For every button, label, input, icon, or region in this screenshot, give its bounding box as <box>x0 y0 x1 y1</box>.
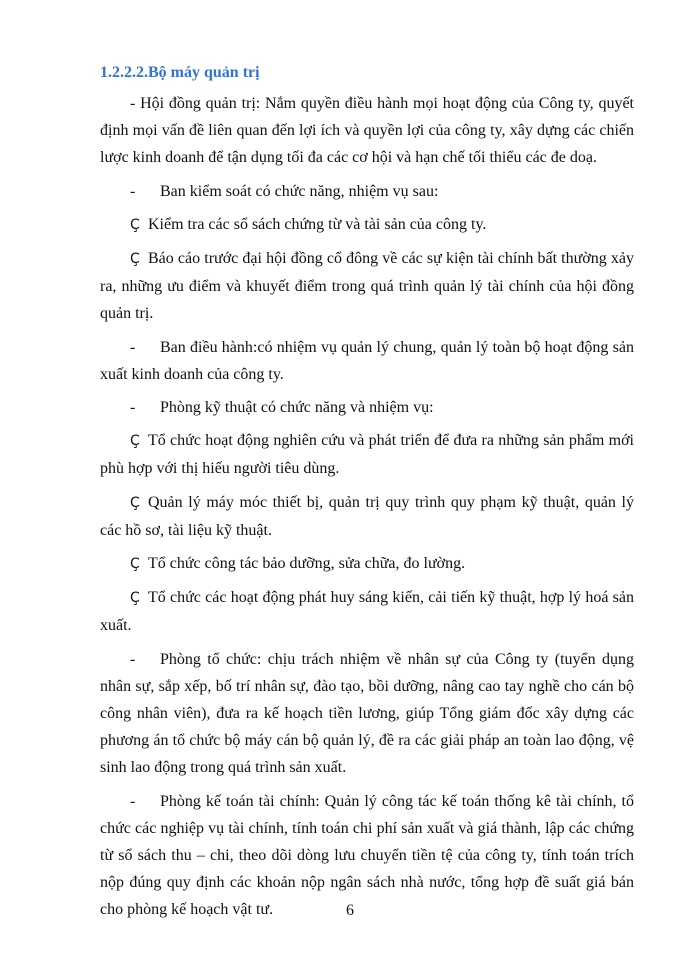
paragraph-technical-department <box>100 394 634 421</box>
paragraph-check-records <box>100 211 634 239</box>
paragraph-supervisory-board <box>100 178 634 205</box>
paragraph-text: Phòng kỹ thuật có chức năng và nhiệm vụ: <box>160 399 434 417</box>
paragraph-maintenance <box>100 550 634 578</box>
paragraph-text: Kiểm tra các sổ sách chứng từ và tài sản của công ty. <box>148 215 487 233</box>
bullet-symbol-icon: Ç <box>130 251 140 268</box>
paragraph-executive-board <box>100 334 634 388</box>
dash-bullet: - <box>130 650 136 668</box>
paragraph-text: Phòng tổ chức: chịu trách nhiệm về nhân sự của Công ty (tuyển dụng nhân sự, sắp xếp, bố trí nhân sự, đào tạo, bồi dưỡng, nâng cao tay nghề cho cán bộ công nhân viên), đưa ra kế hoạch tiền lương, giúp Tổng giám đốc xây dựng các phương án tổ chức bộ máy cán bộ quản lý, đề ra các giải pháp an toàn lao động, vệ sinh lao động trong quá trình sản xuất. <box>100 650 634 777</box>
bullet-symbol-icon: Ç <box>130 433 140 450</box>
paragraph-research <box>100 427 634 482</box>
dash-bullet: - <box>130 338 136 356</box>
paragraph-text: Ban kiểm soát có chức năng, nhiệm vụ sau: <box>160 182 439 200</box>
dash-bullet: - <box>130 792 136 810</box>
bullet-symbol-icon: Ç <box>130 216 140 233</box>
paragraph-report-shareholders <box>100 245 634 328</box>
paragraph-hr-department <box>100 646 634 782</box>
bullet-symbol-icon: Ç <box>130 590 140 607</box>
paragraph-text: Phòng kế toán tài chính: Quản lý công tác kế toán thống kê tài chính, tổ chức các nghiệp vụ tài chính, tính toán chi phí sản xuất và giá thành, lập các chứng từ sổ sách thu – chi, theo dõi dòng lưu chuyển tiền tệ của công ty, tính toán trích nộp đúng quy định các khoản nộp ngân sách nhà nước, tổng hợp đề suất giá bán cho phòng kế hoạch vật tư. <box>100 792 634 919</box>
paragraph-text: Tổ chức hoạt động nghiên cứu và phát triển để đưa ra những sản phẩm mới phù hợp với thị hiếu người tiêu dùng. <box>100 432 634 478</box>
document-body <box>100 62 634 930</box>
paragraph-text: Ban điều hành:có nhiệm vụ quản lý chung, quản lý toàn bộ hoạt động sản xuất kinh doanh của công ty. <box>100 338 634 383</box>
dash-bullet: - <box>130 182 136 200</box>
paragraph-text: Báo cáo trước đại hội đồng cổ đông về các sự kiện tài chính bất thường xảy ra, những ưu điểm và khuyết điểm trong quá trình quản lý tài chính của hội đồng quản trị. <box>100 250 634 323</box>
paragraph-text: - Hội đồng quản trị: Nắm quyền điều hành mọi hoạt động của Công ty, quyết định mọi vấn đề liên quan đến lợi ích và quyền lợi của công ty, xây dựng các chiến lược kinh doanh để tận dụng tối đa các cơ hội và hạn chế tối thiểu các đe doạ. <box>100 95 634 167</box>
paragraph-text: Tổ chức các hoạt động phát huy sáng kiến, cải tiến kỹ thuật, hợp lý hoá sản xuất. <box>100 589 634 635</box>
paragraph-equipment <box>100 489 634 544</box>
paragraph-innovation <box>100 584 634 639</box>
dash-bullet: - <box>130 399 136 417</box>
section-heading: 1.2.2.2.Bộ máy quản trị <box>100 64 260 81</box>
paragraph-text: Quản lý máy móc thiết bị, quản trị quy trình quy phạm kỹ thuật, quản lý các hồ sơ, tài liệu kỹ thuật. <box>100 493 634 539</box>
bullet-symbol-icon: Ç <box>130 494 140 511</box>
paragraph-text: Tổ chức công tác bảo dưỡng, sửa chữa, đo lường. <box>148 555 466 573</box>
paragraph-board-of-directors <box>100 90 634 172</box>
bullet-symbol-icon: Ç <box>130 556 140 573</box>
page-number: 6 <box>346 902 354 919</box>
